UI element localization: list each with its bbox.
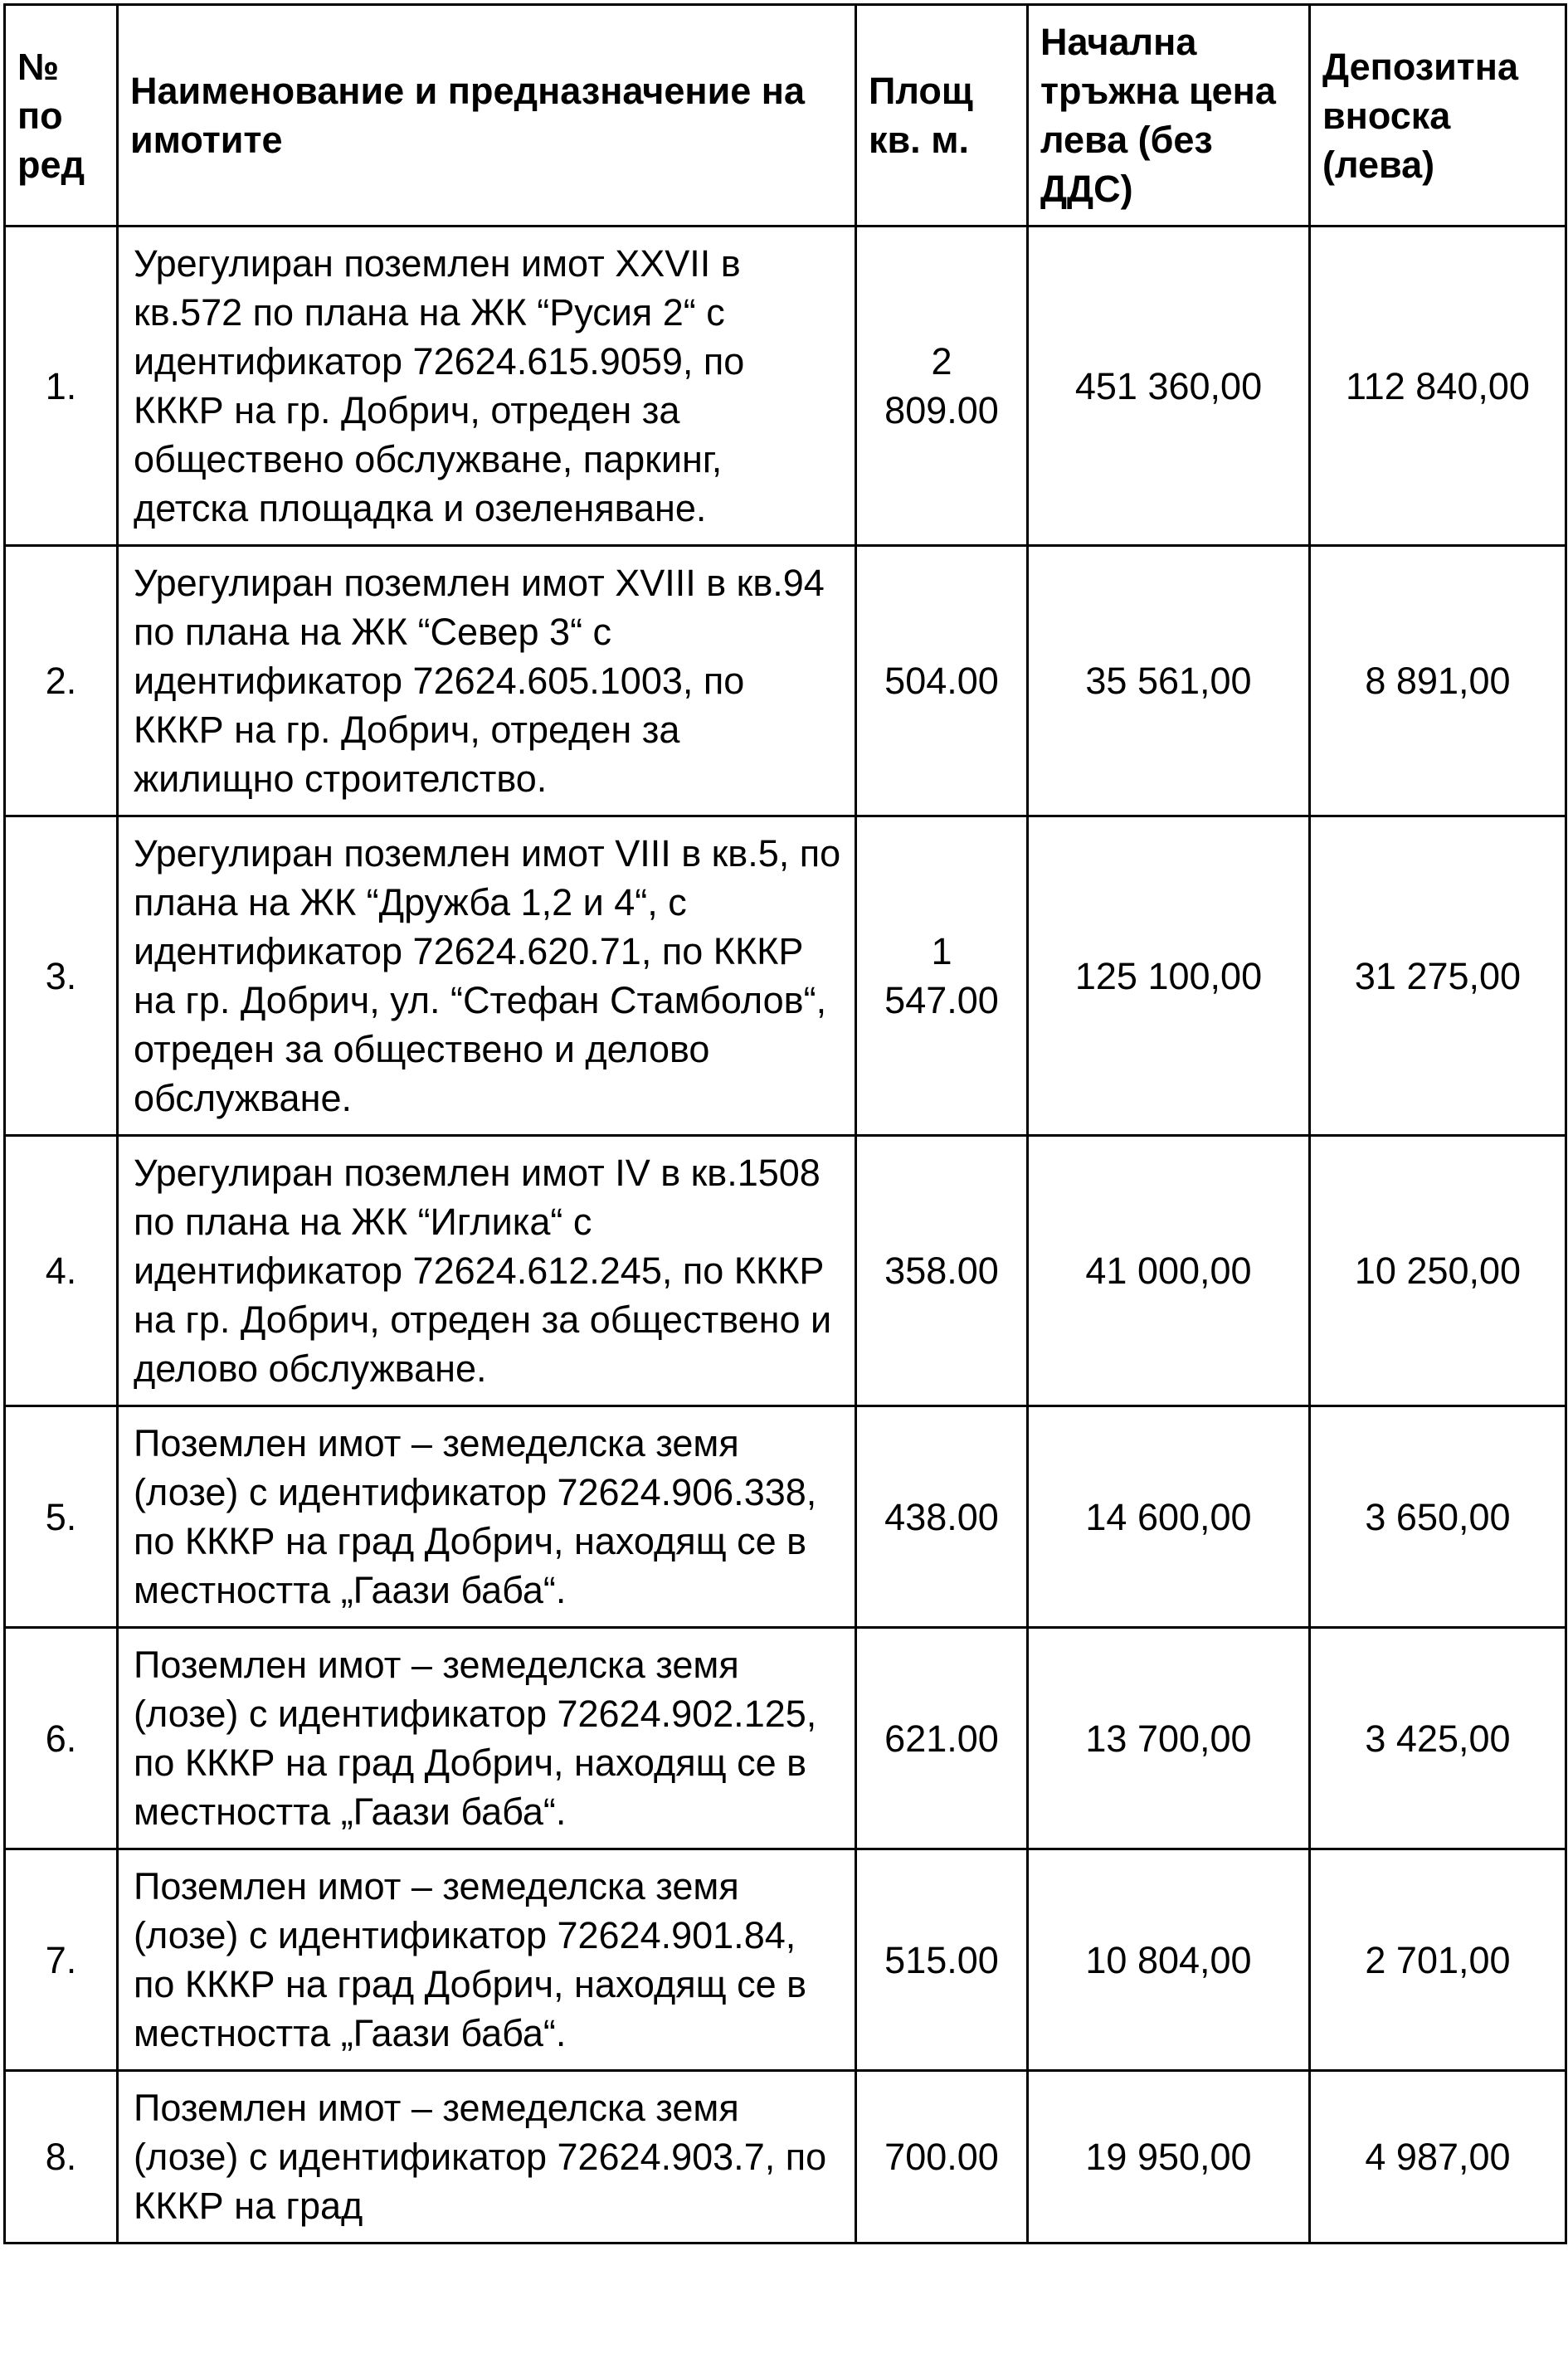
cell-area: 2 809.00: [856, 227, 1028, 546]
header-area: Площ кв. м.: [856, 5, 1028, 227]
cell-price: 14 600,00: [1028, 1406, 1310, 1628]
cell-num: 3.: [5, 816, 118, 1136]
cell-desc: Урегулиран поземлен имот VIII в кв.5, по плана на ЖК “Дружба 1,2 и 4“, с идентификатор 72624.620.71, по КККР на гр. Добрич, ул. “Стефан Стамболов“, отреден за обществено и делово обслужване.: [118, 816, 856, 1136]
cell-deposit: 2 701,00: [1310, 1849, 1566, 2071]
cell-area: 621.00: [856, 1628, 1028, 1849]
cell-area: 504.00: [856, 546, 1028, 816]
cell-desc: Урегулиран поземлен имот IV в кв.1508 по плана на ЖК “Иглика“ с идентификатор 72624.612.245, по КККР на гр. Добрич, отреден за обществено и делово обслужване.: [118, 1136, 856, 1406]
cell-num: 7.: [5, 1849, 118, 2071]
cell-num: 1.: [5, 227, 118, 546]
header-description: Наименование и предназначение на имотите: [118, 5, 856, 227]
table-header: [5, 5, 1566, 227]
cell-price: 19 950,00: [1028, 2071, 1310, 2244]
cell-price: 10 804,00: [1028, 1849, 1310, 2071]
cell-area: 515.00: [856, 1849, 1028, 2071]
cell-price: 35 561,00: [1028, 546, 1310, 816]
cell-area: 1 547.00: [856, 816, 1028, 1136]
cell-price: 451 360,00: [1028, 227, 1310, 546]
cell-num: 5.: [5, 1406, 118, 1628]
properties-table: [3, 3, 1567, 2244]
table-row: [5, 227, 1566, 546]
cell-area: 358.00: [856, 1136, 1028, 1406]
header-row: [5, 5, 1566, 227]
table-row: [5, 1849, 1566, 2071]
cell-desc: Урегулиран поземлен имот XVIII в кв.94 по плана на ЖК “Север 3“ с идентификатор 72624.605.1003, по КККР на гр. Добрич, отреден за жилищно строителство.: [118, 546, 856, 816]
table-row: [5, 1136, 1566, 1406]
table-row: [5, 1628, 1566, 1849]
cell-price: 41 000,00: [1028, 1136, 1310, 1406]
cell-num: 2.: [5, 546, 118, 816]
table-row: [5, 1406, 1566, 1628]
cell-area: 700.00: [856, 2071, 1028, 2244]
cell-num: 6.: [5, 1628, 118, 1849]
table-body: [5, 227, 1566, 2244]
cell-num: 4.: [5, 1136, 118, 1406]
cell-desc: Поземлен имот – земеделска земя (лозе) с идентификатор 72624.901.84, по КККР на град Добрич, находящ се в местността „Гаази баба“.: [118, 1849, 856, 2071]
cell-desc: Поземлен имот – земеделска земя (лозе) с идентификатор 72624.903.7, по КККР на град: [118, 2071, 856, 2244]
cell-deposit: 112 840,00: [1310, 227, 1566, 546]
cell-deposit: 10 250,00: [1310, 1136, 1566, 1406]
header-deposit: Депозитна вноска (лева): [1310, 5, 1566, 227]
cell-price: 125 100,00: [1028, 816, 1310, 1136]
cell-num: 8.: [5, 2071, 118, 2244]
cell-deposit: 31 275,00: [1310, 816, 1566, 1136]
header-starting-price: Начална тръжна цена лева (без ДДС): [1028, 5, 1310, 227]
cell-desc: Урегулиран поземлен имот XXVII в кв.572 по плана на ЖК “Русия 2“ с идентификатор 72624.615.9059, по КККР на гр. Добрич, отреден за обществено обслужване, паркинг, детска площадка и озеленяване.: [118, 227, 856, 546]
cell-desc: Поземлен имот – земеделска земя (лозе) с идентификатор 72624.906.338, по КККР на град Добрич, находящ се в местността „Гаази баба“.: [118, 1406, 856, 1628]
header-num: № по ред: [5, 5, 118, 227]
cell-deposit: 4 987,00: [1310, 2071, 1566, 2244]
cell-price: 13 700,00: [1028, 1628, 1310, 1849]
cell-deposit: 8 891,00: [1310, 546, 1566, 816]
cell-deposit: 3 650,00: [1310, 1406, 1566, 1628]
table-row: [5, 2071, 1566, 2244]
cell-area: 438.00: [856, 1406, 1028, 1628]
table-row: [5, 816, 1566, 1136]
cell-deposit: 3 425,00: [1310, 1628, 1566, 1849]
table-row: [5, 546, 1566, 816]
cell-desc: Поземлен имот – земеделска земя (лозе) с идентификатор 72624.902.125, по КККР на град Добрич, находящ се в местността „Гаази баба“.: [118, 1628, 856, 1849]
